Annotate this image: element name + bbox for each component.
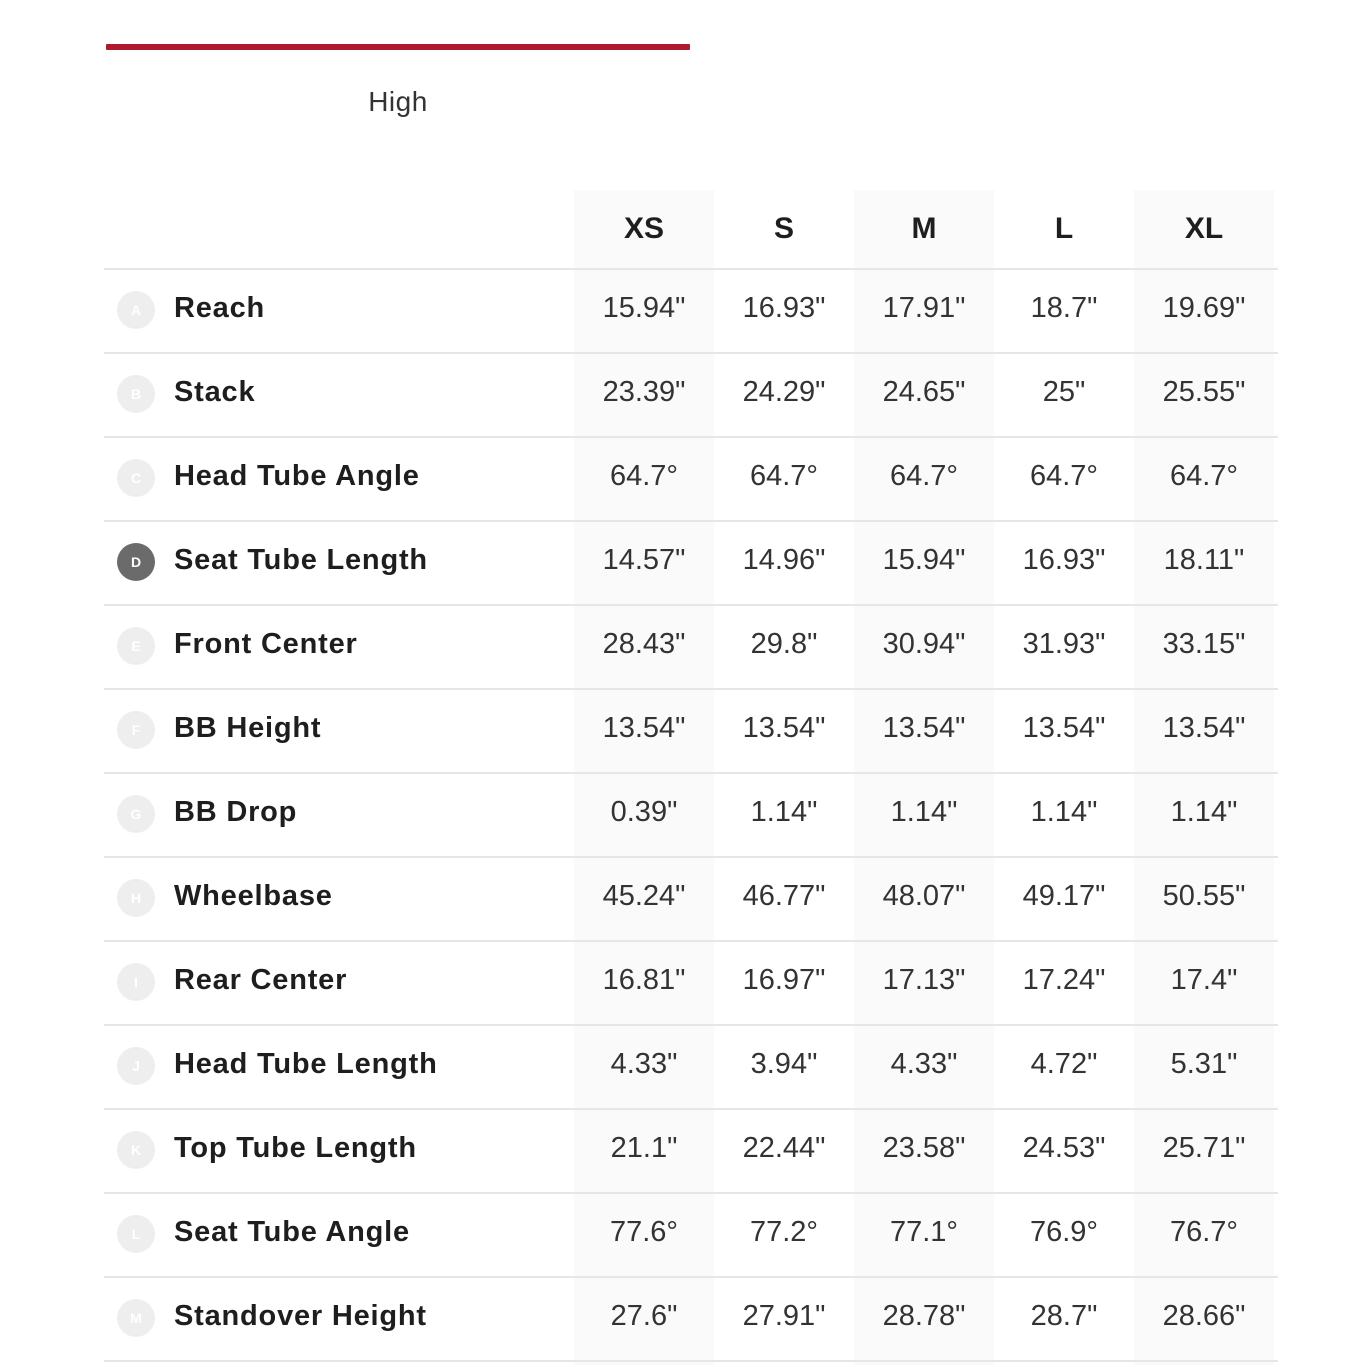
value-cell: 16.93" (1022, 544, 1106, 576)
table-row[interactable] (104, 1194, 1278, 1278)
value-cell: 13.54" (1022, 712, 1106, 744)
letter-badge: L (117, 1215, 155, 1253)
measurement-label: Top Tube Length (174, 1132, 417, 1164)
value-cell: 16.81" (602, 964, 686, 996)
letter-badge: J (117, 1047, 155, 1085)
measurement-label: Head Tube Length (174, 1048, 438, 1080)
letter-badge: B (117, 375, 155, 413)
table-row[interactable] (104, 354, 1278, 438)
value-cell: 24.65" (882, 376, 966, 408)
value-cell: 77.6° (609, 1216, 679, 1248)
size-header-l: L (1054, 212, 1074, 245)
value-cell: 1.14" (750, 796, 818, 828)
letter-badge: I (117, 963, 155, 1001)
value-cell: 14.57" (602, 544, 686, 576)
value-cell: 64.7° (1169, 460, 1239, 492)
value-cell: 64.7° (1029, 460, 1099, 492)
measurement-label: Front Center (174, 628, 358, 660)
value-cell: 19.69" (1162, 292, 1246, 324)
value-cell: 4.72" (1030, 1048, 1098, 1080)
measurement-label: BB Drop (174, 796, 298, 828)
value-cell: 46.77" (742, 880, 826, 912)
value-cell: 17.13" (882, 964, 966, 996)
value-cell: 22.44" (742, 1132, 826, 1164)
table-row[interactable] (104, 774, 1278, 858)
measurement-label: Rear Center (174, 964, 348, 996)
size-header-xl: XL (1184, 212, 1224, 245)
value-cell: 1.14" (1170, 796, 1238, 828)
value-cell: 13.54" (742, 712, 826, 744)
value-cell: 31.93" (1022, 628, 1106, 660)
value-cell: 21.1" (610, 1132, 678, 1164)
table-row[interactable] (104, 270, 1278, 354)
value-cell: 5.31" (1170, 1048, 1238, 1080)
value-cell: 17.4" (1170, 964, 1238, 996)
tab-high[interactable] (106, 44, 690, 144)
size-header-xs: XS (623, 212, 665, 245)
value-cell: 18.11" (1163, 544, 1245, 576)
letter-badge: A (117, 291, 155, 329)
value-cell: 48.07" (882, 880, 966, 912)
value-cell: 24.53" (1022, 1132, 1106, 1164)
table-row[interactable] (104, 1110, 1278, 1194)
table-row[interactable] (104, 522, 1278, 606)
value-cell: 45.24" (602, 880, 686, 912)
letter-badge: F (117, 711, 155, 749)
value-cell: 24.29" (742, 376, 826, 408)
value-cell: 33.15" (1162, 628, 1246, 660)
value-cell: 16.93" (742, 292, 826, 324)
table-row[interactable] (104, 942, 1278, 1026)
value-cell: 17.91" (882, 292, 966, 324)
value-cell: 64.7° (609, 460, 679, 492)
value-cell: 0.39" (610, 796, 678, 828)
value-cell: 28.43" (602, 628, 686, 660)
value-cell: 28.78" (882, 1300, 966, 1332)
measurement-label: Wheelbase (174, 880, 333, 912)
measurement-label: BB Height (174, 712, 322, 744)
value-cell: 4.33" (890, 1048, 958, 1080)
value-cell: 50.55" (1162, 880, 1246, 912)
value-cell: 76.9° (1029, 1216, 1099, 1248)
value-cell: 18.7" (1030, 292, 1098, 324)
value-cell: 13.54" (1162, 712, 1246, 744)
table-row[interactable] (104, 438, 1278, 522)
letter-badge: M (117, 1299, 155, 1337)
value-cell: 76.7° (1169, 1216, 1239, 1248)
value-cell: 25.71" (1162, 1132, 1246, 1164)
table-header-row (104, 190, 1278, 270)
value-cell: 25" (1042, 376, 1086, 408)
letter-badge: C (117, 459, 155, 497)
value-cell: 14.96" (742, 544, 826, 576)
value-cell: 49.17" (1022, 880, 1106, 912)
letter-badge: K (117, 1131, 155, 1169)
value-cell: 27.6" (610, 1300, 678, 1332)
value-cell: 27.91" (742, 1300, 826, 1332)
geometry-table (104, 190, 1278, 1362)
measurement-label: Seat Tube Length (174, 544, 428, 576)
value-cell: 15.94" (602, 292, 686, 324)
value-cell: 77.1° (889, 1216, 959, 1248)
value-cell: 64.7° (749, 460, 819, 492)
value-cell: 4.33" (610, 1048, 678, 1080)
table-row[interactable] (104, 858, 1278, 942)
value-cell: 13.54" (882, 712, 966, 744)
value-cell: 29.8" (750, 628, 818, 660)
value-cell: 30.94" (882, 628, 966, 660)
value-cell: 23.58" (882, 1132, 966, 1164)
size-header-m: M (911, 212, 937, 245)
value-cell: 16.97" (742, 964, 826, 996)
value-cell: 3.94" (750, 1048, 818, 1080)
value-cell: 25.55" (1162, 376, 1246, 408)
tab-label: High (368, 86, 428, 117)
measurement-label: Seat Tube Angle (174, 1216, 410, 1248)
letter-badge: G (117, 795, 155, 833)
value-cell: 1.14" (890, 796, 958, 828)
value-cell: 77.2° (749, 1216, 819, 1248)
table-row[interactable] (104, 690, 1278, 774)
measurement-label: Reach (174, 292, 266, 324)
value-cell: 64.7° (889, 460, 959, 492)
letter-badge: E (117, 627, 155, 665)
active-tab-indicator (106, 44, 690, 50)
value-cell: 1.14" (1030, 796, 1098, 828)
value-cell: 13.54" (602, 712, 686, 744)
value-cell: 17.24" (1022, 964, 1106, 996)
measurement-label: Stack (174, 376, 256, 408)
value-cell: 28.66" (1162, 1300, 1246, 1332)
value-cell: 15.94" (882, 544, 966, 576)
measurement-label: Standover Height (174, 1300, 427, 1332)
table-row[interactable] (104, 1278, 1278, 1362)
size-header-s: S (773, 212, 794, 245)
measurement-label: Head Tube Angle (174, 460, 420, 492)
value-cell: 23.39" (602, 376, 686, 408)
table-row[interactable] (104, 606, 1278, 690)
value-cell: 28.7" (1030, 1300, 1098, 1332)
letter-badge: H (117, 879, 155, 917)
table-row[interactable] (104, 1026, 1278, 1110)
letter-badge: D (117, 543, 155, 581)
